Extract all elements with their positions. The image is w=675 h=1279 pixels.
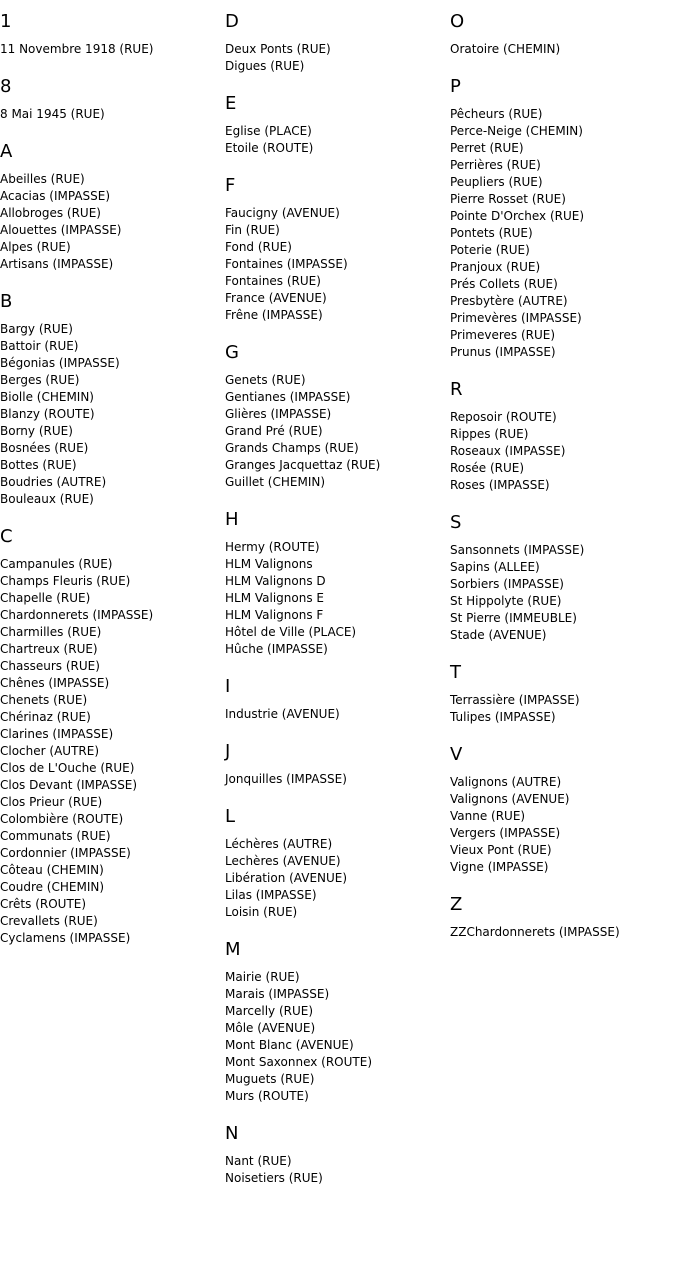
letter-heading: D: [225, 11, 239, 32]
street-link[interactable]: Fond (RUE): [225, 240, 292, 254]
street-link[interactable]: France (AVENUE): [225, 291, 327, 305]
street-list: [225, 123, 450, 157]
street-link[interactable]: Digues (RUE): [225, 59, 305, 73]
street-link[interactable]: Primeveres (RUE): [450, 328, 556, 342]
street-link[interactable]: Bégonias (IMPASSE): [0, 356, 120, 370]
street-link[interactable]: Noisetiers (RUE): [225, 1171, 323, 1185]
letter-group: [450, 11, 675, 58]
street-link[interactable]: Prunus (IMPASSE): [450, 345, 556, 359]
street-link[interactable]: Grand Pré (RUE): [225, 424, 323, 438]
street-link[interactable]: Perce-Neige (CHEMIN): [450, 124, 583, 138]
street-link[interactable]: Communats (RUE): [0, 829, 111, 843]
letter-group: [450, 662, 675, 726]
street-link[interactable]: Mont Saxonnex (ROUTE): [225, 1055, 373, 1069]
street-link[interactable]: Perret (RUE): [450, 141, 524, 155]
letter-group: [450, 512, 675, 644]
letter-group: [225, 741, 450, 788]
street-link[interactable]: Mont Blanc (AVENUE): [225, 1038, 354, 1052]
letter-heading: 1: [0, 11, 12, 32]
street-link[interactable]: Colombière (ROUTE): [0, 812, 124, 826]
street-link[interactable]: Crevallets (RUE): [0, 914, 98, 928]
street-link[interactable]: Chenets (RUE): [0, 693, 88, 707]
street-link[interactable]: Charmilles (RUE): [0, 625, 102, 639]
letter-heading: N: [225, 1123, 239, 1144]
street-link[interactable]: Léchères (AUTRE): [225, 837, 333, 851]
street-link[interactable]: Lechères (AVENUE): [225, 854, 341, 868]
street-link[interactable]: Battoir (RUE): [0, 339, 79, 353]
letter-heading: T: [450, 662, 461, 683]
street-list: [450, 692, 675, 726]
street-list: [0, 106, 225, 123]
street-link[interactable]: Pranjoux (RUE): [450, 260, 541, 274]
street-link[interactable]: Môle (AVENUE): [225, 1021, 316, 1035]
street-link[interactable]: Eglise (PLACE): [225, 124, 312, 138]
street-link[interactable]: Glières (IMPASSE): [225, 407, 332, 421]
letter-group: [450, 379, 675, 494]
street-list: [450, 409, 675, 494]
street-link[interactable]: Champs Fleuris (RUE): [0, 574, 131, 588]
street-link[interactable]: Gentianes (IMPASSE): [225, 390, 351, 404]
street-list: [225, 372, 450, 491]
street-link[interactable]: Terrassière (IMPASSE): [450, 693, 580, 707]
street-link[interactable]: Bosnées (RUE): [0, 441, 89, 455]
street-link[interactable]: Chartreux (RUE): [0, 642, 98, 656]
street-link[interactable]: Reposoir (ROUTE): [450, 410, 557, 424]
street-link[interactable]: Roses (IMPASSE): [450, 478, 550, 492]
street-link[interactable]: Bargy (RUE): [0, 322, 73, 336]
letter-heading: H: [225, 509, 239, 530]
street-list: [225, 539, 450, 658]
letter-group: [0, 76, 225, 123]
street-link[interactable]: Frêne (IMPASSE): [225, 308, 323, 322]
letter-group: [225, 342, 450, 491]
street-link[interactable]: Guillet (CHEMIN): [225, 475, 326, 489]
street-list: [450, 106, 675, 361]
letter-heading: B: [0, 291, 13, 312]
street-link[interactable]: Oratoire (CHEMIN): [450, 42, 561, 56]
street-link[interactable]: Coudre (CHEMIN): [0, 880, 105, 894]
street-link[interactable]: Granges Jacquettaz (RUE): [225, 458, 381, 472]
street-link[interactable]: Peupliers (RUE): [450, 175, 543, 189]
street-link[interactable]: Sansonnets (IMPASSE): [450, 543, 585, 557]
street-list: [225, 1153, 450, 1187]
street-link[interactable]: Libération (AVENUE): [225, 871, 348, 885]
street-link[interactable]: Chênes (IMPASSE): [0, 676, 110, 690]
letter-group: [225, 175, 450, 324]
street-link[interactable]: Faucigny (AVENUE): [225, 206, 340, 220]
street-list: [225, 969, 450, 1105]
letter-heading: Z: [450, 894, 463, 915]
street-link[interactable]: St Hippolyte (RUE): [450, 594, 562, 608]
street-link[interactable]: Grands Champs (RUE): [225, 441, 359, 455]
street-link[interactable]: Crêts (ROUTE): [0, 897, 87, 911]
street-link[interactable]: Clos Prieur (RUE): [0, 795, 103, 809]
letter-group: [0, 141, 225, 273]
street-link[interactable]: Presbytère (AUTRE): [450, 294, 568, 308]
street-link[interactable]: HLM Valignons F: [225, 608, 324, 622]
street-link[interactable]: HLM Valignons D: [225, 574, 326, 588]
letter-heading: O: [450, 11, 465, 32]
street-link[interactable]: Poterie (RUE): [450, 243, 530, 257]
letter-heading: V: [450, 744, 463, 765]
street-link[interactable]: Genets (RUE): [225, 373, 306, 387]
street-list: [225, 706, 450, 723]
street-list: [450, 924, 675, 941]
street-link[interactable]: Hûche (IMPASSE): [225, 642, 328, 656]
street-list: [225, 771, 450, 788]
street-link[interactable]: Berges (RUE): [0, 373, 80, 387]
street-link[interactable]: Pêcheurs (RUE): [450, 107, 543, 121]
street-list: [450, 774, 675, 876]
letter-heading: A: [0, 141, 13, 162]
street-link[interactable]: Chardonnerets (IMPASSE): [0, 608, 154, 622]
directory-column: [0, 0, 225, 965]
street-link[interactable]: Fin (RUE): [225, 223, 280, 237]
street-link[interactable]: Loisin (RUE): [225, 905, 298, 919]
street-list: [450, 41, 675, 58]
letter-heading: G: [225, 342, 239, 363]
letter-group: [0, 11, 225, 58]
street-link[interactable]: 11 Novembre 1918 (RUE): [0, 42, 154, 56]
street-list: [225, 836, 450, 921]
street-link[interactable]: Vergers (IMPASSE): [450, 826, 561, 840]
letter-group: [225, 676, 450, 723]
street-link[interactable]: Etoile (ROUTE): [225, 141, 314, 155]
street-link[interactable]: Muguets (RUE): [225, 1072, 315, 1086]
street-link[interactable]: Abeilles (RUE): [0, 172, 85, 186]
letter-heading: S: [450, 512, 462, 533]
street-link[interactable]: Perrières (RUE): [450, 158, 541, 172]
letter-heading: P: [450, 76, 461, 97]
street-list: [225, 205, 450, 324]
street-link[interactable]: Marais (IMPASSE): [225, 987, 330, 1001]
directory-column: [225, 0, 450, 1205]
street-link[interactable]: HLM Valignons E: [225, 591, 324, 605]
street-list: [0, 556, 225, 947]
street-list: [225, 41, 450, 75]
street-list: [0, 171, 225, 273]
street-link[interactable]: Acacias (IMPASSE): [0, 189, 111, 203]
street-link[interactable]: Jonquilles (IMPASSE): [225, 772, 347, 786]
street-link[interactable]: Nant (RUE): [225, 1154, 292, 1168]
letter-heading: R: [450, 379, 463, 400]
street-link[interactable]: Tulipes (IMPASSE): [450, 710, 556, 724]
street-link[interactable]: Clos de L'Ouche (RUE): [0, 761, 135, 775]
letter-group: [450, 894, 675, 941]
street-link[interactable]: Fontaines (RUE): [225, 274, 321, 288]
street-link[interactable]: Pierre Rosset (RUE): [450, 192, 566, 206]
street-link[interactable]: Alouettes (IMPASSE): [0, 223, 122, 237]
street-link[interactable]: Roseaux (IMPASSE): [450, 444, 566, 458]
street-link[interactable]: Allobroges (RUE): [0, 206, 101, 220]
letter-group: [225, 1123, 450, 1187]
letter-group: [450, 76, 675, 361]
street-link[interactable]: Campanules (RUE): [0, 557, 113, 571]
street-link[interactable]: Sorbiers (IMPASSE): [450, 577, 564, 591]
street-link[interactable]: Alpes (RUE): [0, 240, 71, 254]
street-link[interactable]: Pointe D'Orchex (RUE): [450, 209, 585, 223]
letter-heading: M: [225, 939, 241, 960]
street-link[interactable]: St Pierre (IMMEUBLE): [450, 611, 577, 625]
street-link[interactable]: Artisans (IMPASSE): [0, 257, 114, 271]
letter-heading: C: [0, 526, 13, 547]
street-list: [0, 41, 225, 58]
letter-group: [225, 93, 450, 157]
directory-column: [450, 0, 675, 959]
street-link[interactable]: Borny (RUE): [0, 424, 73, 438]
street-list: [0, 321, 225, 508]
street-link[interactable]: Deux Ponts (RUE): [225, 42, 331, 56]
street-link[interactable]: Clarines (IMPASSE): [0, 727, 114, 741]
street-link[interactable]: HLM Valignons: [225, 557, 313, 571]
letter-group: [225, 806, 450, 921]
street-link[interactable]: Rosée (RUE): [450, 461, 525, 475]
street-link[interactable]: Bouleaux (RUE): [0, 492, 94, 506]
street-link[interactable]: Valignons (AVENUE): [450, 792, 570, 806]
street-link[interactable]: Cordonnier (IMPASSE): [0, 846, 131, 860]
street-link[interactable]: Chapelle (RUE): [0, 591, 91, 605]
street-link[interactable]: Industrie (AVENUE): [225, 707, 340, 721]
street-link[interactable]: Hermy (ROUTE): [225, 540, 320, 554]
street-link[interactable]: Sapins (ALLEE): [450, 560, 540, 574]
street-link[interactable]: 8 Mai 1945 (RUE): [0, 107, 105, 121]
letter-group: [0, 291, 225, 508]
letter-heading: E: [225, 93, 237, 114]
street-link[interactable]: Prés Collets (RUE): [450, 277, 558, 291]
letter-heading: F: [225, 175, 236, 196]
letter-group: [225, 11, 450, 75]
street-link[interactable]: ZZChardonnerets (IMPASSE): [450, 925, 620, 939]
street-link[interactable]: Vieux Pont (RUE): [450, 843, 552, 857]
street-link[interactable]: Clocher (AUTRE): [0, 744, 99, 758]
street-link[interactable]: Valignons (AUTRE): [450, 775, 562, 789]
street-link[interactable]: Primevères (IMPASSE): [450, 311, 582, 325]
letter-heading: I: [225, 676, 231, 697]
street-list: [450, 542, 675, 644]
street-link[interactable]: Stade (AVENUE): [450, 628, 547, 642]
street-link[interactable]: Chérinaz (RUE): [0, 710, 91, 724]
street-link[interactable]: Rippes (RUE): [450, 427, 529, 441]
street-link[interactable]: Biolle (CHEMIN): [0, 390, 94, 404]
street-link[interactable]: Marcelly (RUE): [225, 1004, 314, 1018]
street-link[interactable]: Mairie (RUE): [225, 970, 300, 984]
letter-group: [0, 526, 225, 947]
street-link[interactable]: Côteau (CHEMIN): [0, 863, 104, 877]
street-link[interactable]: Clos Devant (IMPASSE): [0, 778, 138, 792]
street-link[interactable]: Vanne (RUE): [450, 809, 526, 823]
street-link[interactable]: Hôtel de Ville (PLACE): [225, 625, 357, 639]
street-link[interactable]: Fontaines (IMPASSE): [225, 257, 348, 271]
letter-heading: J: [225, 741, 231, 762]
letter-group: [225, 509, 450, 658]
street-link[interactable]: Vigne (IMPASSE): [450, 860, 549, 874]
street-link[interactable]: Boudries (AUTRE): [0, 475, 107, 489]
street-link[interactable]: Chasseurs (RUE): [0, 659, 100, 673]
street-link[interactable]: Bottes (RUE): [0, 458, 77, 472]
letter-heading: 8: [0, 76, 12, 97]
street-link[interactable]: Lilas (IMPASSE): [225, 888, 317, 902]
street-link[interactable]: Blanzy (ROUTE): [0, 407, 95, 421]
letter-heading: L: [225, 806, 236, 827]
street-link[interactable]: Pontets (RUE): [450, 226, 533, 240]
street-link[interactable]: Murs (ROUTE): [225, 1089, 309, 1103]
street-link[interactable]: Cyclamens (IMPASSE): [0, 931, 131, 945]
letter-group: [225, 939, 450, 1105]
letter-group: [450, 744, 675, 876]
